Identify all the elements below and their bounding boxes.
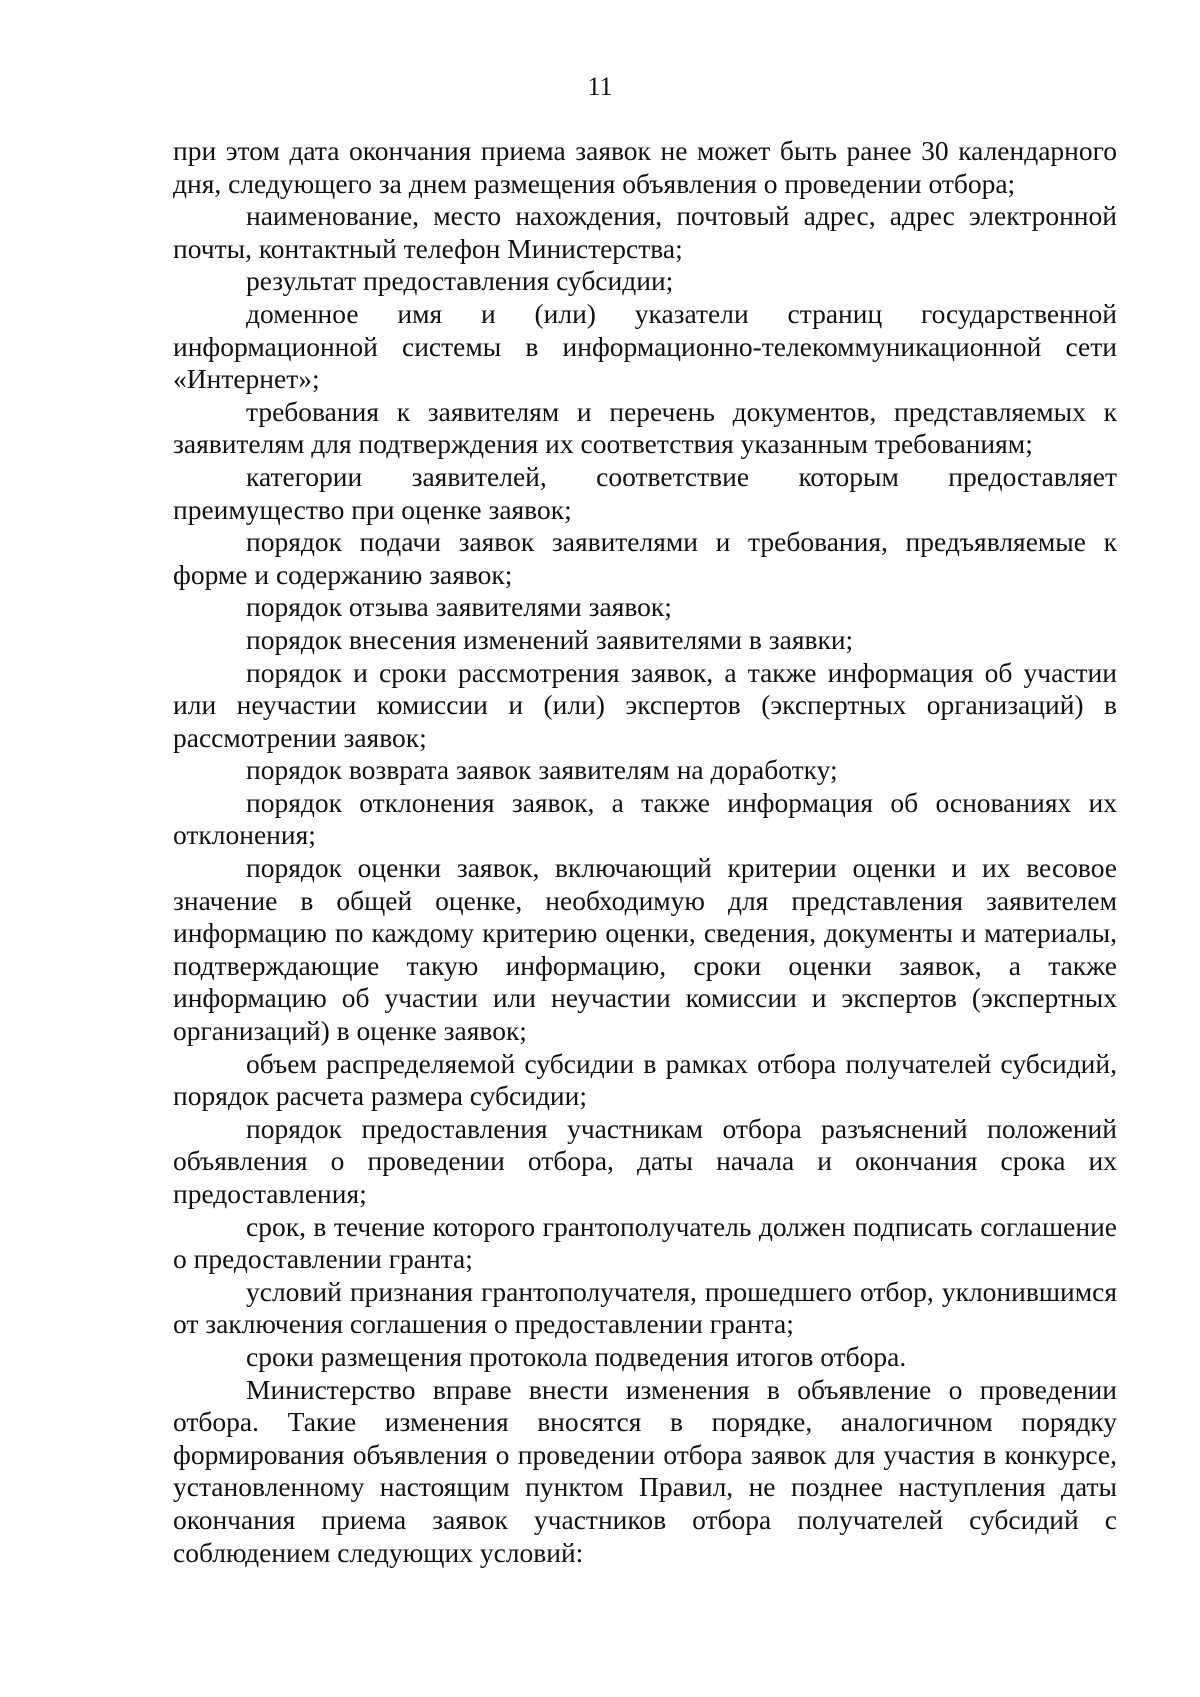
list-item-subsidy-volume: объем распределяемой субсидии в рамках отбора получателей субсидий, порядок расчета размера субсидии; [173,1047,1117,1112]
list-item-domain-name: доменное имя и (или) указатели страниц государственной информационной системы в информационно-телекоммуникационной сети «Интернет»; [173,297,1117,395]
list-item-amendment-procedure: порядок внесения изменений заявителями в заявки; [246,623,854,655]
list-item-review-procedure: порядок и сроки рассмотрения заявок, а также информация об участии или неучастии комиссии и (или) экспертов (экспертных организаций) в рассмотрении заявок; [173,656,1117,753]
list-item-rejection-procedure: порядок отклонения заявок, а также информация об основаниях их отклонения; [173,786,1117,851]
document-body [173,135,1117,1569]
list-item-submission-procedure: порядок подачи заявок заявителями и требования, предъявляемые к форме и содержанию заявок; [173,526,1117,590]
paragraph-continuation: при этом дата окончания приема заявок не может быть ранее 30 календарного дня, следующего за днем размещения объявления о проведении отбора; [173,135,1117,199]
list-item-signing-deadline: срок, в течение которого грантополучатель должен подписать соглашение о предоставлении гранта; [173,1210,1117,1275]
list-item-evaluation-procedure: порядок оценки заявок, включающий критерии оценки и их весовое значение в общей оценке, необходимую для представления заявителем информацию по каждому критерию оценки, сведения, документы и материалы, подтверждающие такую информацию, сроки оценки заявок, а также информацию об участии или неучастии комиссии и экспертов (экспертных организаций) в оценке заявок; [173,852,1117,1047]
paragraph-ministry-amendments: Министерство вправе внести изменения в объявление о проведении отбора. Такие изменения вносятся в порядке, аналогичном порядку формирования объявления о проведении отбора заявок для участия в конкурсе, установленному настоящим пунктом Правил, не позднее наступления даты окончания приема заявок участников отбора получателей субсидий с соблюдением следующих условий: [173,1373,1117,1568]
list-item-ministry-contacts: наименование, место нахождения, почтовый адрес, адрес электронной почты, контактный телефон Министерства; [173,200,1117,264]
list-item-applicant-requirements: требования к заявителям и перечень документов, представляемых к заявителям для подтверждения их соответствия указанным требованиям; [173,395,1117,460]
list-item-clarifications-procedure: порядок предоставления участникам отбора разъяснений положений объявления о проведении отбора, даты начала и окончания срока их предоставления; [173,1112,1117,1209]
list-item-evasion-conditions: условий признания грантополучателя, прошедшего отбор, уклонившимся от заключения соглашения о предоставлении гранта; [173,1275,1117,1340]
list-item-withdrawal-procedure: порядок отзыва заявителями заявок; [246,591,672,623]
list-item-protocol-deadlines: сроки размещения протокола подведения итогов отбора. [246,1340,907,1372]
list-item-return-procedure: порядок возврата заявок заявителям на доработку; [246,754,838,786]
list-item-subsidy-result: результат предоставления субсидии; [246,265,674,297]
page-number: 11 [587,72,613,101]
list-item-applicant-categories: категории заявителей, соответствие которым предоставляет преимущество при оценке заявок; [173,460,1117,525]
